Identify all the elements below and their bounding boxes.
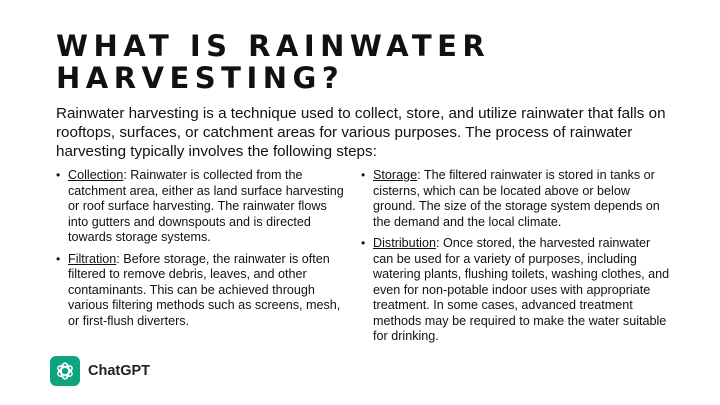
steps-list-right [361,168,673,351]
bullet-icon: • [56,251,61,266]
slide-title-line-2: HARVESTING? [56,61,345,95]
brand-name: ChatGPT [88,363,151,379]
list-item-filtration [56,252,348,330]
description-storage: : The filtered rainwater is stored in tanks or cisterns, which can be located above or below ground. The size of the storage system depends on the demand and the local climate. [373,168,660,229]
openai-logo-glyph [54,360,76,382]
list-item-storage [361,168,673,230]
term-filtration: Filtration [68,251,117,266]
description-filtration: : Before storage, the rainwater is often filtered to remove debris, leaves, and other contaminants. This can be achieved through various filtering methods such as screens, mesh, or first-flush diverters. [68,251,341,328]
intro-paragraph: Rainwater harvesting is a technique used to collect, store, and utilize rainwater that falls on rooftops, surfaces, or catchment areas for various purposes. The process of rainwater harvesting typically involves the following steps: [56,105,666,160]
steps-list-left [56,168,348,335]
bullet-icon: • [361,168,366,182]
term-distribution: Distribution [373,236,436,250]
term-collection: Collection [68,168,124,182]
description-collection: : Rainwater is collected from the catchment area, either as land surface harvesting or roof surface harvesting. The rainwater flows into gutters and downspouts and is directed towards storage systems. [68,168,344,244]
list-item-distribution [361,236,673,345]
list-item-collection [56,168,348,246]
brand-footer [50,356,150,386]
slide-title [56,30,676,94]
slide-title-line-1: WHAT IS RAINWATER [56,29,491,63]
term-storage: Storage [373,168,418,182]
bullet-icon: • [361,236,366,250]
description-distribution: : Once stored, the harvested rainwater can be used for a variety of purposes, including watering plants, flushing toilets, washing clothes, and even for non-potable indoor uses with appropriate treatment. In some cases, advanced treatment methods may be required to make the water suitable for drinking. [373,236,670,343]
bullet-icon: • [56,168,61,182]
openai-logo-icon [50,356,80,386]
